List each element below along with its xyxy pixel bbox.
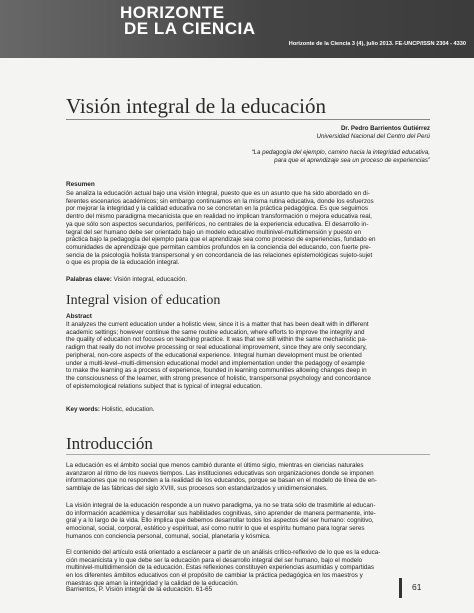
resumen-line: ferentes escenarios académicos; sin embargo continuamos en la misma rutina educativa, donde los esfuerzos — [66, 197, 374, 205]
intro-paragraph-1 — [66, 462, 432, 493]
keywords-label: Palabras clave: — [66, 276, 112, 283]
abstract-heading: Abstract — [66, 313, 92, 320]
intro-paragraph-3 — [66, 549, 432, 588]
epigraph — [200, 149, 430, 165]
intro-line: La educación es el ámbito social que menos cambió durante el último siglo, mientras en ciencias naturales — [66, 462, 364, 469]
resumen-line: comunidades de aprendizaje que permitan cambios profundos en la conciencia del educando, con fuerte pre- — [66, 243, 371, 251]
abstract-line: to make the learning as a process of experience, founded in learning communities allowing changes deep in — [66, 367, 367, 375]
author-affiliation: Universidad Nacional del Centro del Perú — [316, 133, 430, 140]
english-title: Integral vision of education — [66, 293, 221, 308]
logo-line-1: HORIZONTE — [120, 3, 225, 22]
abstract-line: It analyzes the current education under a holistic view, since it is a matter that has been dealt with in different — [66, 321, 369, 328]
intro-line: samblaje de las fábricas del siglo XVIII, sus procesos son estandarizados y unidimensionales. — [66, 485, 328, 493]
footer-reference: Barrientos, P. Visión integral de la educación. 61-65 — [66, 586, 213, 593]
article-title: Visión integral de la educación — [66, 94, 326, 118]
intro-line: humanos con conciencia personal, comunal, social, planetaria y kósmica. — [66, 532, 271, 540]
resumen-line: Se analiza la educación actual bajo una visión integral, puesto que es un asunto que ha sido abordado en di- — [66, 190, 370, 197]
intro-line: gral y a lo largo de la vida. Ello implica que debemos desarrollar todos los aspectos del ser humano: cognitivo, — [66, 517, 374, 525]
keywords-value: Holistic, education. — [101, 406, 155, 413]
resumen-heading: Resumen — [66, 181, 95, 188]
resumen-line: tegral del ser humano debe ser orientado bajo un modelo educativo multinivel-multidimensión y puesto en — [66, 228, 362, 236]
intro-line: en los diferentes ámbitos educativos con el propósito de cambiar la práctica pedagógica en los maestros y — [66, 572, 363, 580]
intro-line: La visión integral de la educación responde a un nuevo paradigma, ya no se trata sólo de trasmitirle al educan- — [66, 502, 376, 509]
abstract-line: peripheral, non-core aspects of the educational experience. Integral human development must be oriented — [66, 351, 362, 359]
intro-line: do información académica y desarrollar sus habilidades cognitivas, sino aprender de manera permanente, inte- — [66, 509, 376, 517]
resumen-line: dentro del mismo paradigma mecanicista que en realidad no implican transformación o mejora educativa real, — [66, 213, 372, 221]
intro-line: multinivel-multidimensión de la educación. Estas reflexiones constituyen experiencias asumidas y compartidas — [66, 564, 374, 572]
resumen-keywords — [66, 276, 187, 283]
epigraph-line: para que el aprendizaje sea un proceso de experiencias” — [274, 157, 430, 164]
journal-citation: Horizonte de la Ciencia 3 (4), julio 2013. FE-UNCP/ISSN 2304 - 4330 — [288, 41, 466, 47]
intro-line: informaciones que no responden a la realidad de los educandos, porque se basan en el modelo de línea de en- — [66, 477, 377, 485]
epigraph-line: “La pedagogía del ejemplo, camino hacia la integridad educativa, — [251, 149, 430, 156]
resumen-line: por mejorar la integridad y la calidad educativa no se concretan en la práctica pedagógica. Es que seguimos — [66, 205, 369, 213]
page-marker-bar — [399, 578, 402, 598]
english-keywords — [66, 406, 155, 413]
page-number: 61 — [412, 582, 422, 592]
intro-line: avanzaron al ritmo de los nuevos tiempos. Las instituciones educativas son organizaciones donde se imponen — [66, 469, 374, 477]
author-name: Dr. Pedro Barrientos Gutiérrez — [340, 125, 430, 132]
abstract-line: of epistemological relations subject that is typical of integral education. — [66, 382, 263, 390]
abstract-line: radigm that really do not involve processing or real educational improvement, since they are only secondary, — [66, 344, 367, 352]
resumen-line: sencia de la psicología holista transpersonal y en concordancia de las relaciones epistemológicas sujeto-sujet — [66, 251, 373, 259]
journal-header — [0, 0, 474, 58]
intro-line: maestras que aman la integridad y la calidad de la educación. — [66, 579, 239, 587]
abstract-line: academic settings; however continue the same routine education, where efforts to improve the integrity and — [66, 328, 365, 336]
journal-logo — [120, 4, 280, 40]
keywords-label: Key words: — [66, 406, 100, 413]
logo-line-2: DE LA CIENCIA — [124, 19, 256, 38]
intro-line: emocional, social, corporal, estético y espiritual, así como nutrir lo que el espíritu humano para lograr seres — [66, 525, 365, 533]
intro-line: El contenido del artículo está orientado a esclarecer a partir de un análisis crítico-reflexivo de lo que es la educa- — [66, 549, 381, 556]
resumen-body — [66, 190, 432, 267]
resumen-line: práctica bajo la pedagogía del ejemplo para que el aprendizaje sea como proceso de experiencias, fundado en — [66, 236, 376, 244]
introduccion-heading: Introducción — [66, 434, 153, 453]
abstract-line: under a multi-level–multi-dimension educational model and implementation under the pedagogy of example — [66, 359, 365, 367]
title-divider — [66, 119, 430, 120]
introduccion-divider — [66, 454, 430, 455]
resumen-line: o que es propia de la educación integral. — [66, 259, 180, 267]
intro-line: ción mecanicista y lo que debe ser la educación para el desarrollo integral del ser humano, bajo el modelo — [66, 556, 363, 564]
resumen-line: ya que sólo son aspectos secundarios, periféricos, no centrales de la experiencia educativa. El desarrollo in- — [66, 220, 369, 228]
keywords-value: Visión integral, educación. — [113, 276, 188, 283]
intro-paragraph-2 — [66, 502, 432, 541]
abstract-body — [66, 321, 432, 390]
abstract-line: the quality of education not focuses on teaching practice. It was that we still within the same mechanistic pa- — [66, 336, 368, 344]
abstract-line: the consciousness of the learner, with strong presence of holistic, transpersonal psychology and concordance — [66, 374, 371, 382]
